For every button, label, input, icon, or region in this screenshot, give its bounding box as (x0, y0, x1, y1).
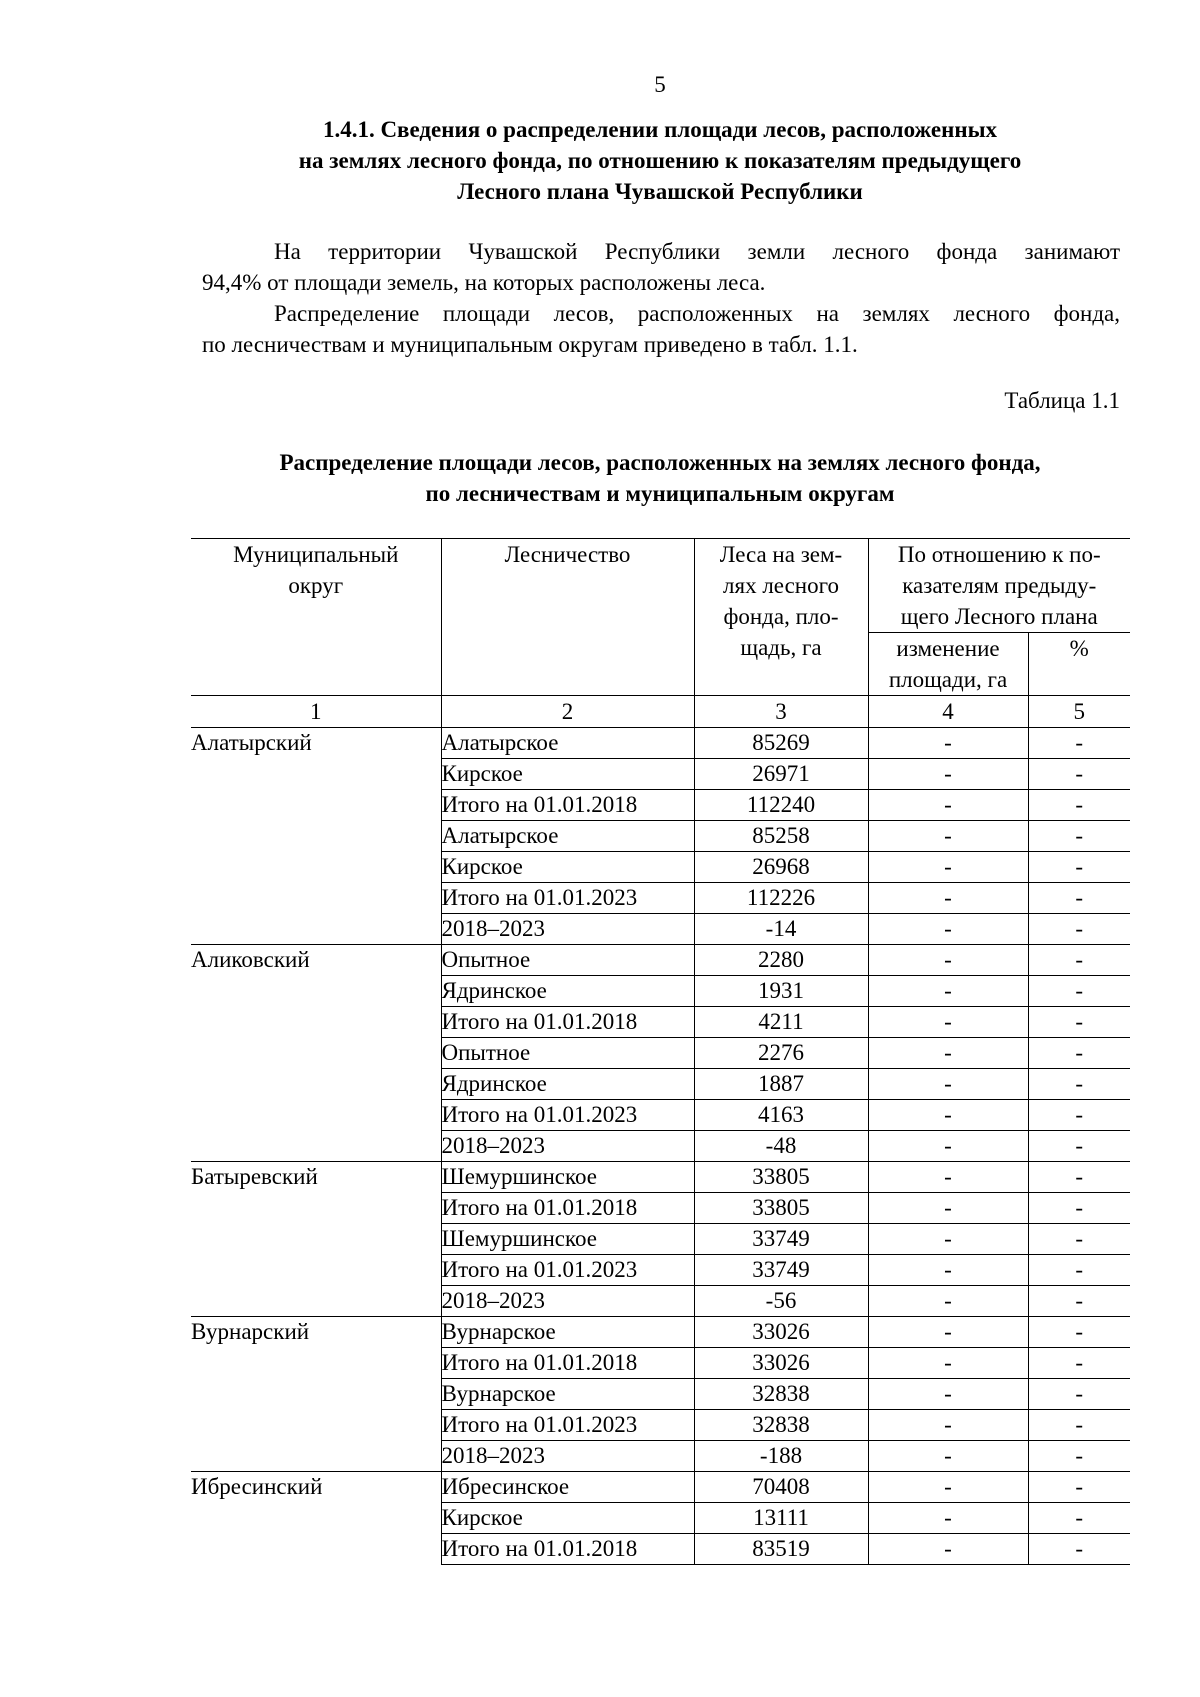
change-cell: - (868, 728, 1028, 759)
percent-cell: - (1028, 728, 1130, 759)
percent-cell: - (1028, 1255, 1130, 1286)
section-title-line: на землях лесного фонда, по отношению к показателям предыдущего (298, 148, 1022, 173)
header-line: Муниципальный (233, 542, 399, 567)
lesnichestvo-cell: Алатырское (441, 821, 694, 852)
lesnichestvo-cell: Итого на 01.01.2018 (441, 1534, 694, 1565)
lesnichestvo-cell: Кирское (441, 852, 694, 883)
area-cell: 1887 (694, 1069, 868, 1100)
column-number-row (191, 696, 1130, 728)
column-number: 2 (441, 696, 694, 728)
change-cell: - (868, 821, 1028, 852)
change-cell: - (868, 1286, 1028, 1317)
change-cell: - (868, 1193, 1028, 1224)
change-cell: - (868, 1534, 1028, 1565)
lesnichestvo-cell: Алатырское (441, 728, 694, 759)
lesnichestvo-cell: Итого на 01.01.2018 (441, 1193, 694, 1224)
table-row (191, 728, 1130, 759)
section-title-line: 1.4.1. Сведения о распределении площади лесов, расположенных (322, 117, 998, 142)
table-row (191, 945, 1130, 976)
percent-cell: - (1028, 852, 1130, 883)
table-title-line: Распределение площади лесов, расположенных на землях лесного фонда, (279, 450, 1041, 475)
header-line: % (1069, 636, 1089, 661)
lesnichestvo-cell: Шемуршинское (441, 1162, 694, 1193)
change-cell: - (868, 1348, 1028, 1379)
change-cell: - (868, 1379, 1028, 1410)
lesnichestvo-cell: Шемуршинское (441, 1224, 694, 1255)
area-cell: -48 (694, 1131, 868, 1162)
header-lesnichestvo (441, 539, 694, 696)
area-cell: 85269 (694, 728, 868, 759)
percent-cell: - (1028, 1534, 1130, 1565)
lesnichestvo-cell: Итого на 01.01.2018 (441, 790, 694, 821)
header-line: изменение (896, 636, 1000, 661)
area-cell: 33805 (694, 1162, 868, 1193)
change-cell: - (868, 1410, 1028, 1441)
change-cell: - (868, 1100, 1028, 1131)
area-cell: 26968 (694, 852, 868, 883)
change-cell: - (868, 1255, 1028, 1286)
header-comparison-group (868, 539, 1130, 633)
area-cell: 33026 (694, 1348, 868, 1379)
change-cell: - (868, 1472, 1028, 1503)
table-number: Таблица 1.1 (1004, 388, 1120, 413)
change-cell: - (868, 1069, 1028, 1100)
okrug-cell: Аликовский (191, 945, 441, 1162)
percent-cell: - (1028, 1162, 1130, 1193)
area-cell: 32838 (694, 1379, 868, 1410)
lesnichestvo-cell: Итого на 01.01.2023 (441, 1255, 694, 1286)
area-cell: -56 (694, 1286, 868, 1317)
forest-area-table (191, 538, 1130, 1565)
lesnichestvo-cell: Итого на 01.01.2023 (441, 883, 694, 914)
area-cell: 85258 (694, 821, 868, 852)
paragraph (202, 298, 1120, 360)
percent-cell: - (1028, 1472, 1130, 1503)
percent-cell: - (1028, 759, 1130, 790)
change-cell: - (868, 1162, 1028, 1193)
change-cell: - (868, 759, 1028, 790)
header-line: По отношению к по- (897, 542, 1101, 567)
area-cell: 4163 (694, 1100, 868, 1131)
change-cell: - (868, 1131, 1028, 1162)
percent-cell: - (1028, 1224, 1130, 1255)
lesnichestvo-cell: 2018–2023 (441, 1131, 694, 1162)
percent-cell: - (1028, 1348, 1130, 1379)
header-line: казателям предыду- (902, 573, 1097, 598)
percent-cell: - (1028, 1441, 1130, 1472)
lesnichestvo-cell: Итого на 01.01.2018 (441, 1348, 694, 1379)
percent-cell: - (1028, 1379, 1130, 1410)
area-cell: 33805 (694, 1193, 868, 1224)
area-cell: 33749 (694, 1224, 868, 1255)
okrug-cell: Алатырский (191, 728, 441, 945)
change-cell: - (868, 945, 1028, 976)
change-cell: - (868, 852, 1028, 883)
header-percent (1028, 633, 1130, 696)
percent-cell: - (1028, 1317, 1130, 1348)
okrug-cell: Батыревский (191, 1162, 441, 1317)
change-cell: - (868, 1441, 1028, 1472)
area-cell: 13111 (694, 1503, 868, 1534)
percent-cell: - (1028, 1100, 1130, 1131)
header-line: округ (288, 573, 344, 598)
percent-cell: - (1028, 1131, 1130, 1162)
column-number: 4 (868, 696, 1028, 728)
header-line: площади, га (888, 667, 1008, 692)
percent-cell: - (1028, 790, 1130, 821)
header-line: щего Лесного плана (900, 604, 1098, 629)
header-line: лях лесного (723, 573, 839, 598)
lesnichestvo-cell: 2018–2023 (441, 914, 694, 945)
area-cell: 112240 (694, 790, 868, 821)
percent-cell: - (1028, 1069, 1130, 1100)
percent-cell: - (1028, 1410, 1130, 1441)
change-cell: - (868, 914, 1028, 945)
lesnichestvo-cell: Ибресинское (441, 1472, 694, 1503)
change-cell: - (868, 883, 1028, 914)
lesnichestvo-cell: Вурнарское (441, 1379, 694, 1410)
table-body (191, 728, 1130, 1565)
lesnichestvo-cell: Ядринское (441, 976, 694, 1007)
lesnichestvo-cell: Итого на 01.01.2023 (441, 1410, 694, 1441)
area-cell: 1931 (694, 976, 868, 1007)
table-title (200, 447, 1120, 509)
percent-cell: - (1028, 1193, 1130, 1224)
change-cell: - (868, 1503, 1028, 1534)
lesnichestvo-cell: Итого на 01.01.2023 (441, 1100, 694, 1131)
area-cell: 32838 (694, 1410, 868, 1441)
paragraph-line: по лесничествам и муниципальным округам приведено в табл. 1.1. (202, 332, 858, 357)
table-row (191, 1472, 1130, 1503)
table-header (191, 539, 1130, 728)
lesnichestvo-cell: Вурнарское (441, 1317, 694, 1348)
header-line: Лесничество (504, 542, 631, 567)
lesnichestvo-cell: Опытное (441, 945, 694, 976)
okrug-cell: Вурнарский (191, 1317, 441, 1472)
lesnichestvo-cell: Ядринское (441, 1069, 694, 1100)
lesnichestvo-cell: Итого на 01.01.2018 (441, 1007, 694, 1038)
header-line: фонда, пло- (723, 604, 839, 629)
header-change (868, 633, 1028, 696)
percent-cell: - (1028, 976, 1130, 1007)
section-title-line: Лесного плана Чувашской Республики (457, 179, 863, 204)
paragraph-line: На территории Чувашской Республики земли лесного фонда занимают (274, 239, 1120, 264)
percent-cell: - (1028, 1503, 1130, 1534)
lesnichestvo-cell: Кирское (441, 759, 694, 790)
change-cell: - (868, 976, 1028, 1007)
area-cell: -14 (694, 914, 868, 945)
change-cell: - (868, 790, 1028, 821)
area-cell: 112226 (694, 883, 868, 914)
change-cell: - (868, 1224, 1028, 1255)
table-row (191, 1317, 1130, 1348)
page-number: 5 (654, 72, 666, 97)
okrug-cell: Ибресинский (191, 1472, 441, 1565)
percent-cell: - (1028, 914, 1130, 945)
area-cell: 33749 (694, 1255, 868, 1286)
percent-cell: - (1028, 1007, 1130, 1038)
percent-cell: - (1028, 1038, 1130, 1069)
area-cell: 2276 (694, 1038, 868, 1069)
lesnichestvo-cell: Опытное (441, 1038, 694, 1069)
column-number: 5 (1028, 696, 1130, 728)
change-cell: - (868, 1007, 1028, 1038)
header-okrug (191, 539, 441, 696)
column-number: 1 (191, 696, 441, 728)
area-cell: 83519 (694, 1534, 868, 1565)
section-title (200, 114, 1120, 207)
area-cell: 33026 (694, 1317, 868, 1348)
paragraph (202, 236, 1120, 298)
change-cell: - (868, 1038, 1028, 1069)
paragraph-line: Распределение площади лесов, расположенных на землях лесного фонда, (274, 301, 1120, 326)
area-cell: 70408 (694, 1472, 868, 1503)
area-cell: 26971 (694, 759, 868, 790)
column-number: 3 (694, 696, 868, 728)
lesnichestvo-cell: Кирское (441, 1503, 694, 1534)
header-line: Леса на зем- (719, 542, 843, 567)
area-cell: 4211 (694, 1007, 868, 1038)
header-line: щадь, га (740, 635, 822, 660)
lesnichestvo-cell: 2018–2023 (441, 1286, 694, 1317)
percent-cell: - (1028, 1286, 1130, 1317)
percent-cell: - (1028, 883, 1130, 914)
header-area (694, 539, 868, 696)
paragraph-line: 94,4% от площади земель, на которых расположены леса. (202, 270, 766, 295)
lesnichestvo-cell: 2018–2023 (441, 1441, 694, 1472)
area-cell: -188 (694, 1441, 868, 1472)
percent-cell: - (1028, 821, 1130, 852)
percent-cell: - (1028, 945, 1130, 976)
table-row (191, 1162, 1130, 1193)
area-cell: 2280 (694, 945, 868, 976)
change-cell: - (868, 1317, 1028, 1348)
table-title-line: по лесничествам и муниципальным округам (425, 481, 895, 506)
